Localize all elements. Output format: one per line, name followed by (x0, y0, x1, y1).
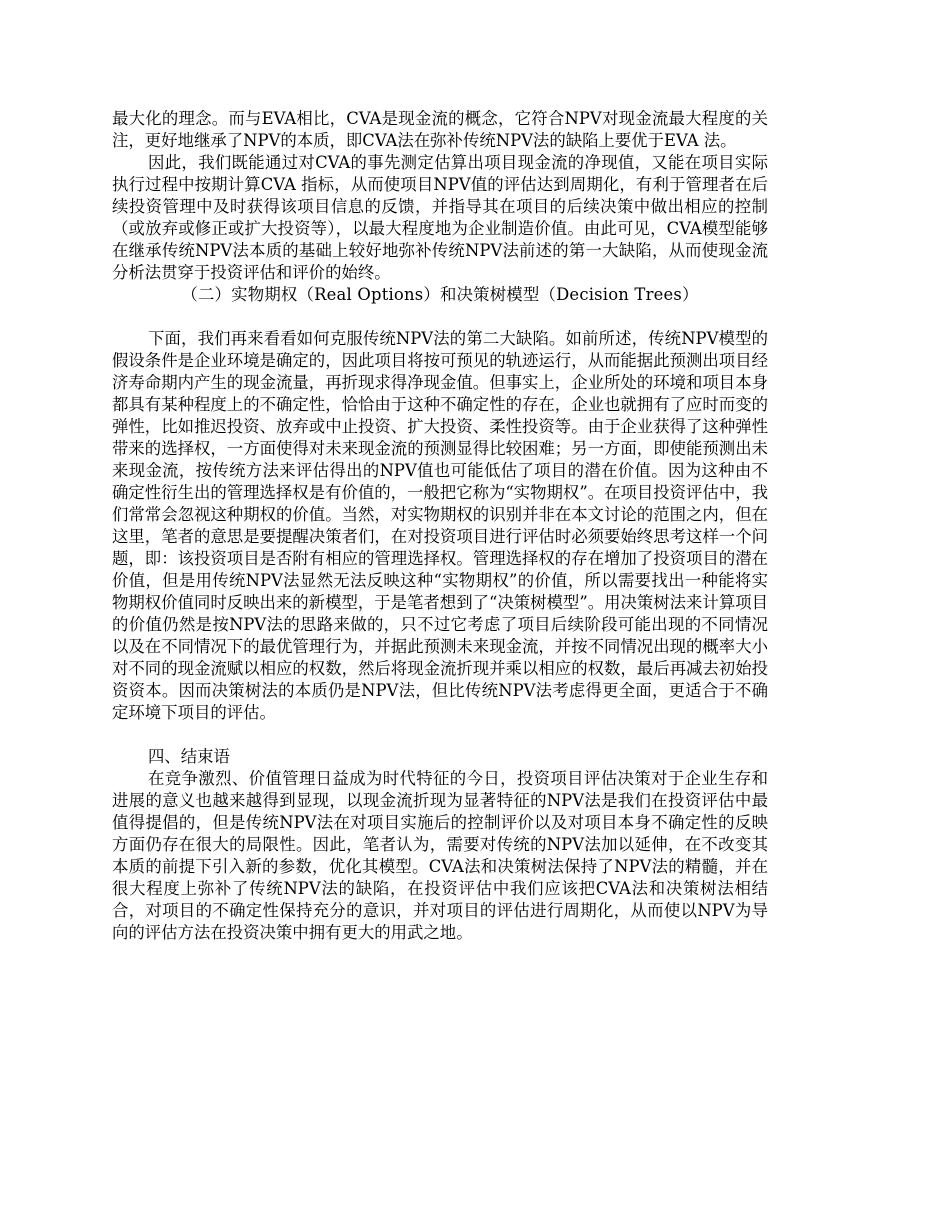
paragraph-real-options: 下面，我们再来看看如何克服传统NPV法的第二大缺陷。如前所述，传统NPV模型的假设条件是企业环境是确定的，因此项目将按可预见的轨迹运行，从而能据此预测出项目经济寿命期内产生的现金流量，再折现求得净现金值。但事实上，企业所处的环境和项目本身都具有某种程度上的不确定性，恰恰由于这种不确定性的存在，企业也就拥有了应时而变的弹性，比如推迟投资、放弃或中止投资、扩大投资、柔性投资等。由于企业获得了这种弹性带来的选择权，一方面使得对未来现金流的预测显得比较困难；另一方面，即使能预测出未来现金流，按传统方法来评估得出的NPV值也可能低估了项目的潜在价值。因为这种由不确定性衍生出的管理选择权是有价值的，一般把它称为“实物期权”。在项目投资评估中，我们常常会忽视这种期权的价值。当然，对实物期权的识别并非在本文讨论的范围之内，但在这里，笔者的意思是要提醒决策者们，在对投资项目进行评估时必须要始终思考这样一个问题，即：该投资项目是否附有相应的管理选择权。管理选择权的存在增加了投资项目的潜在价值，但是用传统NPV法显然无法反映这种“实物期权”的价值，所以需要找出一种能将实物期权价值同时反映出来的新模型，于是笔者想到了“决策树模型”。用决策树法来计算项目的价值仍然是按NPV法的思路来做的，只不过它考虑了项目后续阶段可能出现的不同情况以及在不同情况下的最优管理行为，并据此预测未来现金流，并按不同情况出现的概率大小对不同的现金流赋以相应的权数，然后将现金流折现并乘以相应的权数，最后再减去初始投资资本。因而决策树法的本质仍是NPV法，但比传统NPV法考虑得更全面，更适合于不确定环境下项目的评估。 (112, 329, 768, 722)
paragraph-cva-vs-eva: 最大化的理念。而与EVA相比，CVA是现金流的概念，它符合NPV对现金流最大程度的关注，更好地继承了NPV的本质，即CVA法在弥补传统NPV法的缺陷上要优于EVA 法。 (112, 109, 768, 150)
document-page (112, 108, 768, 944)
section-heading-conclusion: 四、结束语 (148, 747, 230, 766)
section-heading-real-options: （二）实物期权（Real Options）和决策树模型（Decision Trees） (181, 285, 699, 304)
paragraph-conclusion: 在竞争激烈、价值管理日益成为时代特征的今日，投资项目评估决策对于企业生存和进展的意义也越来越得到显现，以现金流折现为显著特征的NPV法是我们在投资评估中最值得提倡的，但是传统NPV法在对项目实施后的控制评价以及对项目本身不确定性的反映方面仍存在很大的局限性。因此，笔者认为，需要对传统的NPV法加以延伸，在不改变其本质的前提下引入新的参数，优化其模型。CVA法和决策树法保持了NPV法的精髓，并在很大程度上弥补了传统NPV法的缺陷，在投资评估中我们应该把CVA法和决策树法相结合，对项目的不确定性保持充分的意识，并对项目的评估进行周期化，从而使以NPV为导向的评估方法在投资决策中拥有更大的用武之地。 (112, 769, 768, 942)
paragraph-cva-periodic: 因此，我们既能通过对CVA的事先测定估算出项目现金流的净现值，又能在项目实际执行过程中按期计算CVA 指标，从而使项目NPV值的评估达到周期化，有利于管理者在后续投资管理中及时获得该项目信息的反馈，并指导其在项目的后续决策中做出相应的控制（或放弃或修正或扩大投资等），以最大程度地为企业制造价值。由此可见，CVA模型能够在继承传统NPV法本质的基础上较好地弥补传统NPV法前述的第一大缺陷，从而使现金流分析法贯穿于投资评估和评价的始终。 (112, 153, 768, 282)
spacer (112, 724, 768, 746)
spacer (112, 306, 768, 328)
